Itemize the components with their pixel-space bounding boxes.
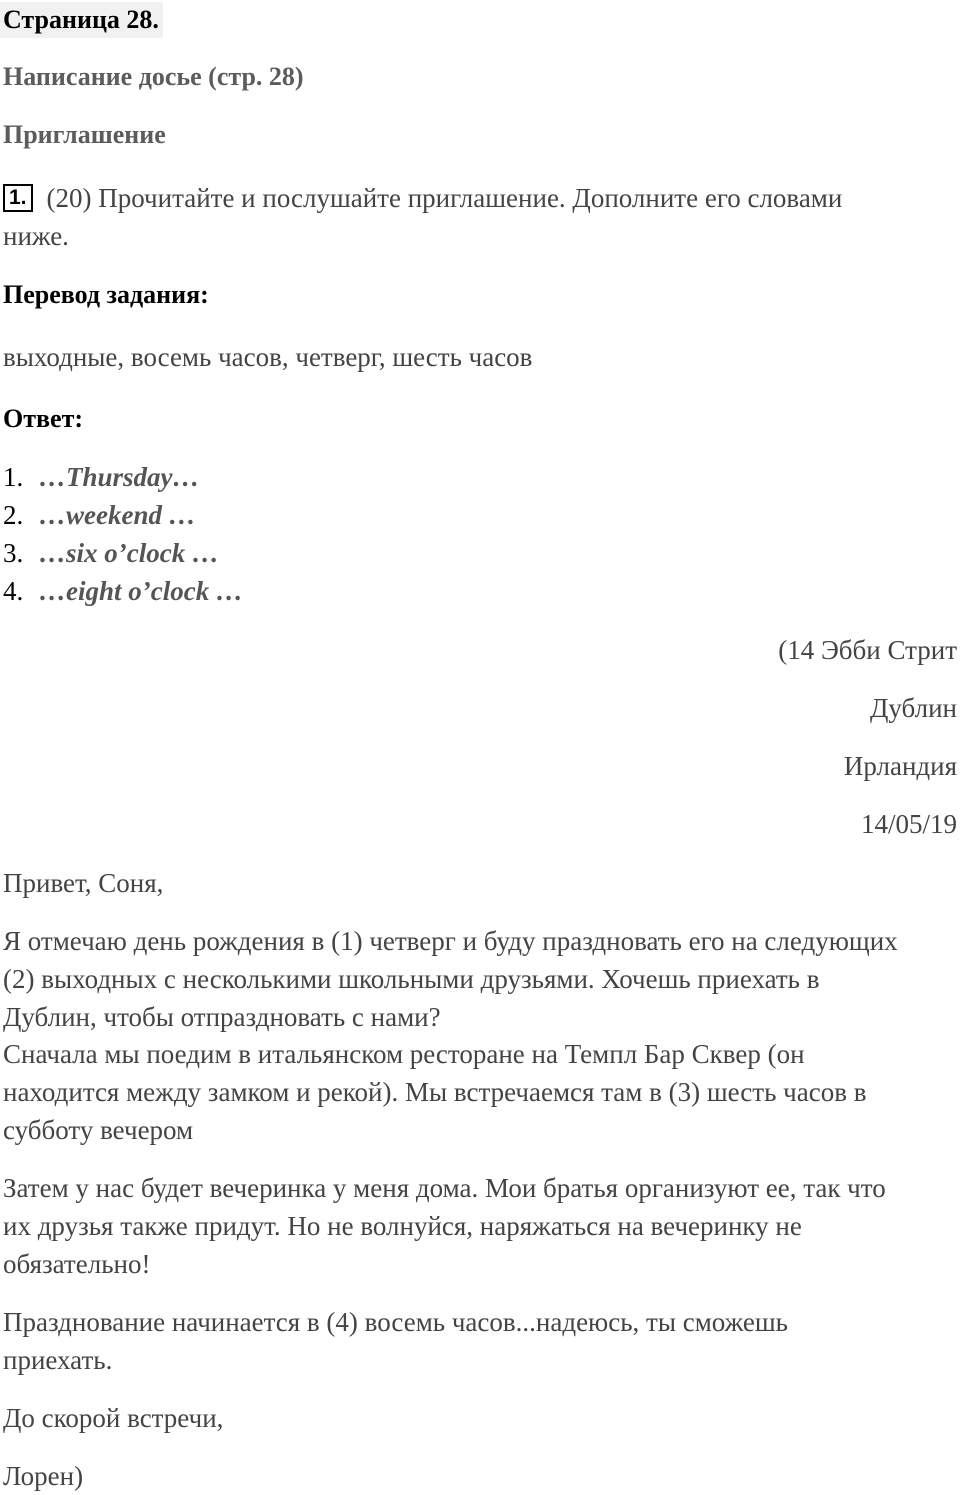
task-line-2: ниже. [3, 221, 69, 251]
answer-number: 2. [3, 500, 24, 530]
answer-number: 3. [3, 538, 24, 568]
letter-paragraph-line: субботу вечером [3, 1115, 194, 1145]
letter-signature: Лорен) [3, 1461, 84, 1491]
answer-text: …six o’clock … [39, 538, 219, 568]
address-city: Дублин [870, 693, 957, 723]
answer-text: …Thursday… [39, 462, 200, 492]
letter-paragraph-line: Я отмечаю день рождения в (1) четверг и буду праздновать его на следующих [3, 926, 898, 956]
letter-paragraph-line: Сначала мы поедим в итальянском ресторане на Темпл Бар Сквер (он [3, 1039, 805, 1069]
task-number-badge: 1. [3, 184, 33, 212]
answer-number: 4. [3, 576, 24, 606]
letter-date: 14/05/19 [860, 809, 957, 839]
subsection-title: Приглашение [3, 120, 166, 149]
address-street: (14 Эбби Стрит [778, 635, 957, 665]
answer-item [3, 534, 219, 572]
task-line-1 [3, 179, 842, 217]
task-text: (20) Прочитайте и послушайте приглашение. Дополните его словами [46, 183, 843, 213]
letter-paragraph-line: Дублин, чтобы отпраздновать с нами? [3, 1002, 441, 1032]
section-title: Написание досье (стр. 28) [3, 62, 304, 91]
translation-text: выходные, восемь часов, четверг, шесть часов [3, 342, 533, 372]
letter-paragraph-line: (2) выходных с несколькими школьными друзьями. Хочешь приехать в [3, 964, 820, 994]
answer-text: …weekend … [39, 500, 196, 530]
answer-item [3, 572, 243, 610]
letter-greeting: Привет, Соня, [3, 868, 164, 898]
letter-paragraph-line: Празднование начинается в (4) восемь часов...надеюсь, ты сможешь [3, 1307, 788, 1337]
letter-paragraph-line: находится между замком и рекой). Мы встречаемся там в (3) шесть часов в [3, 1077, 867, 1107]
answer-number: 1. [3, 462, 24, 492]
answer-item [3, 458, 200, 496]
answer-text: …eight o’clock … [39, 576, 243, 606]
translation-heading: Перевод задания: [3, 280, 209, 309]
address-country: Ирландия [843, 751, 957, 781]
letter-paragraph-line: их друзья также придут. Но не волнуйся, наряжаться на вечеринку не [3, 1211, 802, 1241]
letter-paragraph-line: Затем у нас будет вечеринка у меня дома. Мои братья организуют ее, так что [3, 1173, 886, 1203]
answer-item [3, 496, 196, 534]
page-title: Страница 28. [0, 2, 163, 38]
letter-paragraph-line: обязательно! [3, 1249, 151, 1279]
answer-heading: Ответ: [3, 404, 84, 433]
letter-closing: До скорой встречи, [3, 1403, 224, 1433]
letter-paragraph-line: приехать. [3, 1345, 113, 1375]
